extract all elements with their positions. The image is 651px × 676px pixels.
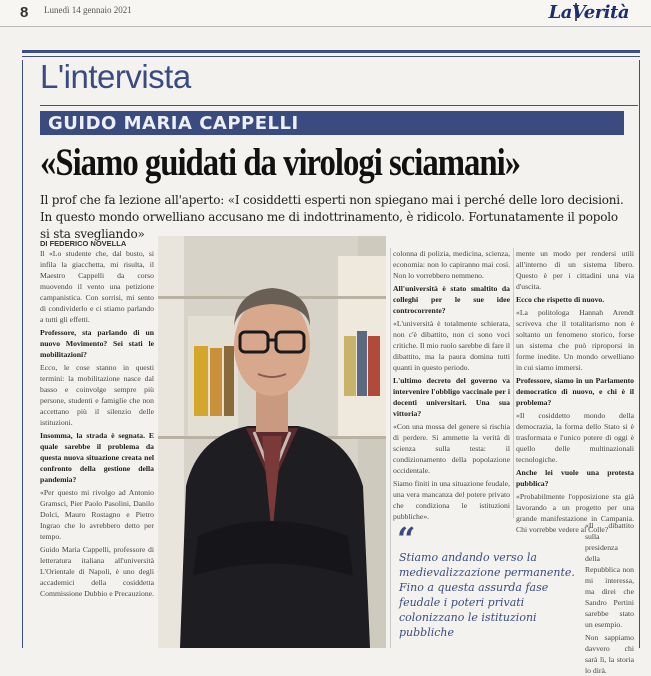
paragraph: Non sappiamo davvero chi sarà lì, la storia lo dirà. <box>585 633 634 675</box>
question: Professore, sta parlando di un nuovo Movimento? Sei stati le mobilitazioni? <box>40 328 154 359</box>
paragraph: Ecco, le cose stanno in questi termini: la mobilitazione nasce dal basso e coinvolge sempre più persone, studenti e famiglie che non accettano più il silenzio delle istituzioni. <box>40 363 154 427</box>
paragraph: colonna di polizia, medicina, scienza, economia: non lo capiranno mai così. Non lo vorrebbero nemmeno. <box>393 249 510 280</box>
question: Anche lei vuole una protesta pubblica? <box>516 468 634 488</box>
paragraph: Il «Lo studente che, dal busto, si infila la giacchetta, mi risulta, il Maestro Cappelli da corso muovendo il vento una petizione campanistica. Con sorrisi, mi sento di condividerlo e ci stiamo parlando a tutti gli effetti. <box>40 249 154 324</box>
paragraph: «Il cosiddetto mondo della democrazia, la forma dello Stato si è trasformata e l'unico potere di oggi è quello delle multinazionali tecnologiche. <box>516 411 634 464</box>
paragraph: Siamo finiti in una situazione feudale, una vera mancanza del potere privato che condiziona le istituzioni pubbliche». <box>393 479 510 521</box>
article-column-3 <box>393 248 510 521</box>
portrait-illustration <box>158 236 386 648</box>
question: Professore, siamo in un Parlamento democratico di nuovo, e chi è il problema? <box>516 376 634 407</box>
frame-right <box>639 60 640 648</box>
quote-mark-icon: “ <box>397 520 416 558</box>
interviewee-name: GUIDO MARIA CAPPELLI <box>48 113 299 134</box>
newspaper-logo: LaVerità <box>548 2 629 23</box>
question: All'università è stato smaltito da colleghi per le sue idee controcorrente? <box>393 284 510 315</box>
paragraph: mente un modo per rendersi utili all'interno di un sistema libero. Questo è per i cittadini una via d'uscita. <box>516 249 634 291</box>
paragraph: «L'università è totalmente schierata, non c'è dibattito, non ci sono voci critiche. Il mio ruolo sarebbe di fare il dibattito, ma la paura domina tutti quanti in questo periodo. <box>393 319 510 372</box>
deck-subtitle: Il prof che fa lezione all'aperto: «I cosiddetti esperti non spiegano mai i perché delle loro decisioni. In questo mondo orwelliano accusano me di indottrinamento, è ridicolo. Fortunatamente il popolo si sta svegliando» <box>40 193 624 241</box>
interviewee-banner <box>40 111 624 135</box>
section-underline <box>40 105 638 106</box>
paragraph: Guido Maria Cappelli, professore di letteratura italiana all'università L'Orientale di Napoli, è uno degli accademici della cosiddetta Commissione Dubbio e Precauzione. <box>40 545 155 598</box>
portrait-photo <box>158 236 386 648</box>
byline: DI FEDERICO NOVELLA <box>40 239 127 248</box>
column-divider <box>513 248 514 518</box>
header-rule <box>22 50 640 53</box>
headline: «Siamo guidati da virologi sciamani» <box>40 141 521 184</box>
issue-date: Lunedì 14 gennaio 2021 <box>44 5 132 15</box>
header-rule-thin <box>22 56 640 57</box>
paragraph: «La politologa Hannah Arendt scriveva che il totalitarismo non è soltanto un fenomeno storico, forse un sistema che può riproporsi in forme inedite. Un mondo orwelliano in cui siamo immersi. <box>516 308 634 372</box>
article-column-5 <box>585 520 634 675</box>
paragraph: «Per questo mi rivolgo ad Antonio Gramsci, Pier Paolo Pasolini, Danilo Dolci, Mauro Rostagno e Pietro Ingrao che lo avrebbero detto per tempo. <box>40 488 154 541</box>
page-number: 8 <box>20 4 29 21</box>
paragraph: «Con una mossa del genere si rischia di perdere. Si ammette la verità di scienza sulla testa: il condizionamento della popolazione occidentale. <box>393 422 510 475</box>
frame-left <box>22 60 23 648</box>
article-column-4 <box>516 248 634 534</box>
section-label: L'intervista <box>40 58 191 95</box>
paragraph: «Il dibattito sulla presidenza della Repubblica non mi interessa, ma direi che Sandro Pertini sarebbe stato un esempio. <box>585 521 634 629</box>
question: Insomma, la strada è segnata. E quale sarebbe il problema da questa nuova situazione creata nel confronto della gestione della pandemia? <box>40 431 154 484</box>
page-header <box>0 0 651 27</box>
paragraph: «Probabilmente l'opposizione sta già lavorando a un progetto per una grande manifestazione in Campania. Chi vorrebbe vedere al Colle? <box>516 492 634 534</box>
pull-quote-text: Stiamo andando verso la medievalizzazione permanente. Fino a questa assurda fase feudale i poteri privati colonizzano le istituzioni pubbliche <box>399 551 575 639</box>
article-column-1 <box>40 248 154 648</box>
column-divider <box>390 248 391 648</box>
question: Ecco che rispetto di nuovo. <box>516 295 605 304</box>
pull-quote <box>393 520 579 648</box>
question: L'ultimo decreto del governo va intervenire l'obbligo vaccinale per i docenti universitari. Una sua vittoria? <box>393 376 510 418</box>
